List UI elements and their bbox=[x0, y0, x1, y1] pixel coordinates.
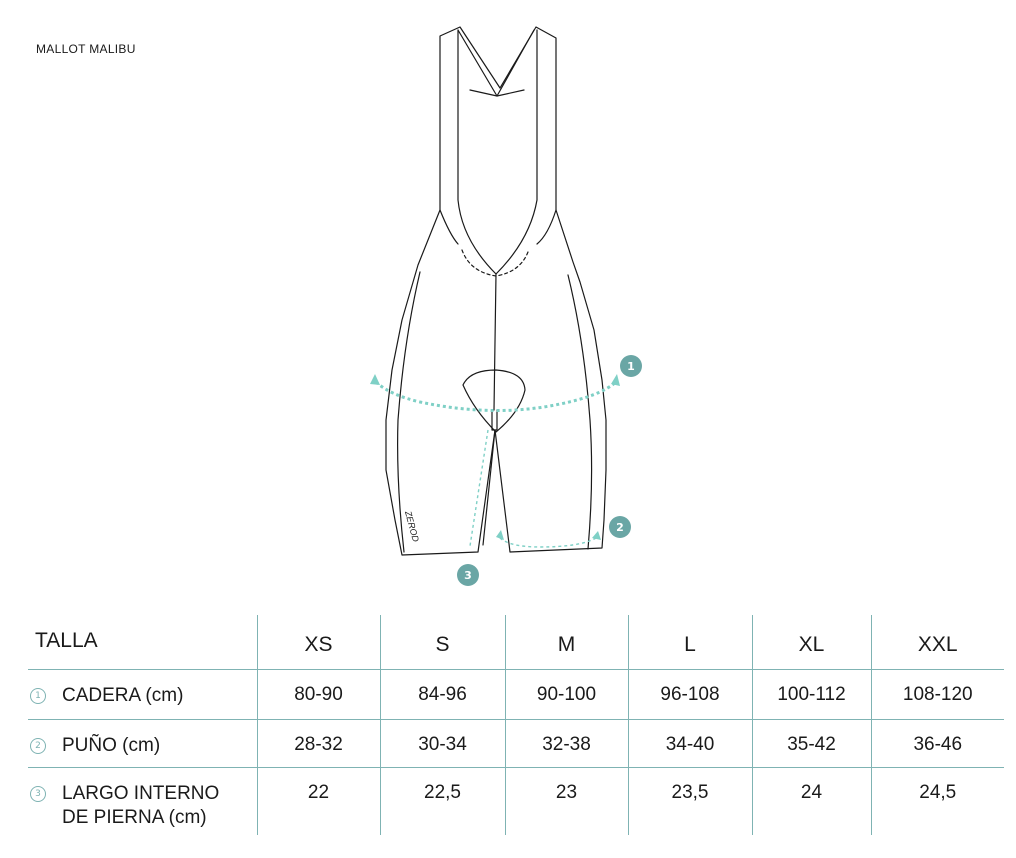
product-name: MALLOT MALIBU bbox=[36, 42, 136, 56]
brand-mark: ZEROD bbox=[403, 509, 421, 543]
cuff-value-xl: 35-42 bbox=[752, 719, 871, 767]
hip-row-label: CADERA (cm) bbox=[62, 684, 184, 706]
row-number-1: 1 bbox=[30, 688, 46, 704]
cuff-value-s: 30-34 bbox=[380, 719, 505, 767]
cuff-measure-line bbox=[500, 538, 596, 547]
inseam-value-l: 23,5 bbox=[628, 767, 752, 835]
size-header-row bbox=[28, 615, 1004, 669]
hip-value-l: 96-108 bbox=[628, 669, 752, 719]
hip-value-m: 90-100 bbox=[505, 669, 628, 719]
size-xs: XS bbox=[257, 615, 380, 669]
hip-row bbox=[28, 669, 1004, 719]
hip-value-xl: 100-112 bbox=[752, 669, 871, 719]
marker-2-label: 2 bbox=[616, 521, 624, 534]
size-m: M bbox=[505, 615, 628, 669]
strap-inner bbox=[458, 30, 537, 274]
size-header-label: TALLA bbox=[28, 615, 257, 669]
cuff-row bbox=[28, 719, 1004, 767]
marker-1-label: 1 bbox=[627, 360, 635, 373]
cuff-value-xs: 28-32 bbox=[257, 719, 380, 767]
inseam-row-label-line2: DE PIERNA (cm) bbox=[62, 806, 207, 828]
hip-value-xs: 80-90 bbox=[257, 669, 380, 719]
hip-value-s: 84-96 bbox=[380, 669, 505, 719]
size-chart-table bbox=[28, 615, 1004, 835]
row-number-3: 3 bbox=[30, 786, 46, 802]
hip-arrow-right bbox=[611, 374, 620, 386]
marker-3-label: 3 bbox=[464, 569, 472, 582]
inseam-value-xl: 24 bbox=[752, 767, 871, 835]
size-xl: XL bbox=[752, 615, 871, 669]
inseam-value-xs: 22 bbox=[257, 767, 380, 835]
hip-value-xxl: 108-120 bbox=[871, 669, 1004, 719]
hip-arrow-left bbox=[370, 374, 380, 385]
inseam-value-xxl: 24,5 bbox=[919, 781, 957, 803]
hip-measure-line bbox=[376, 382, 616, 411]
inseam-value-m: 23 bbox=[505, 767, 628, 835]
inseam-value-s: 22,5 bbox=[380, 767, 505, 835]
cuff-value-xxl: 36-46 bbox=[871, 719, 1004, 767]
inseam-row-label-line1: LARGO INTERNO bbox=[62, 782, 220, 804]
row-number-2: 2 bbox=[30, 738, 46, 754]
cuff-value-l: 34-40 bbox=[628, 719, 752, 767]
inseam-row bbox=[28, 767, 1004, 835]
cuff-value-m: 32-38 bbox=[505, 719, 628, 767]
size-xxl: XXL bbox=[871, 615, 1004, 669]
size-s: S bbox=[380, 615, 505, 669]
cuff-row-label: PUÑO (cm) bbox=[62, 734, 161, 756]
size-l: L bbox=[628, 615, 752, 669]
